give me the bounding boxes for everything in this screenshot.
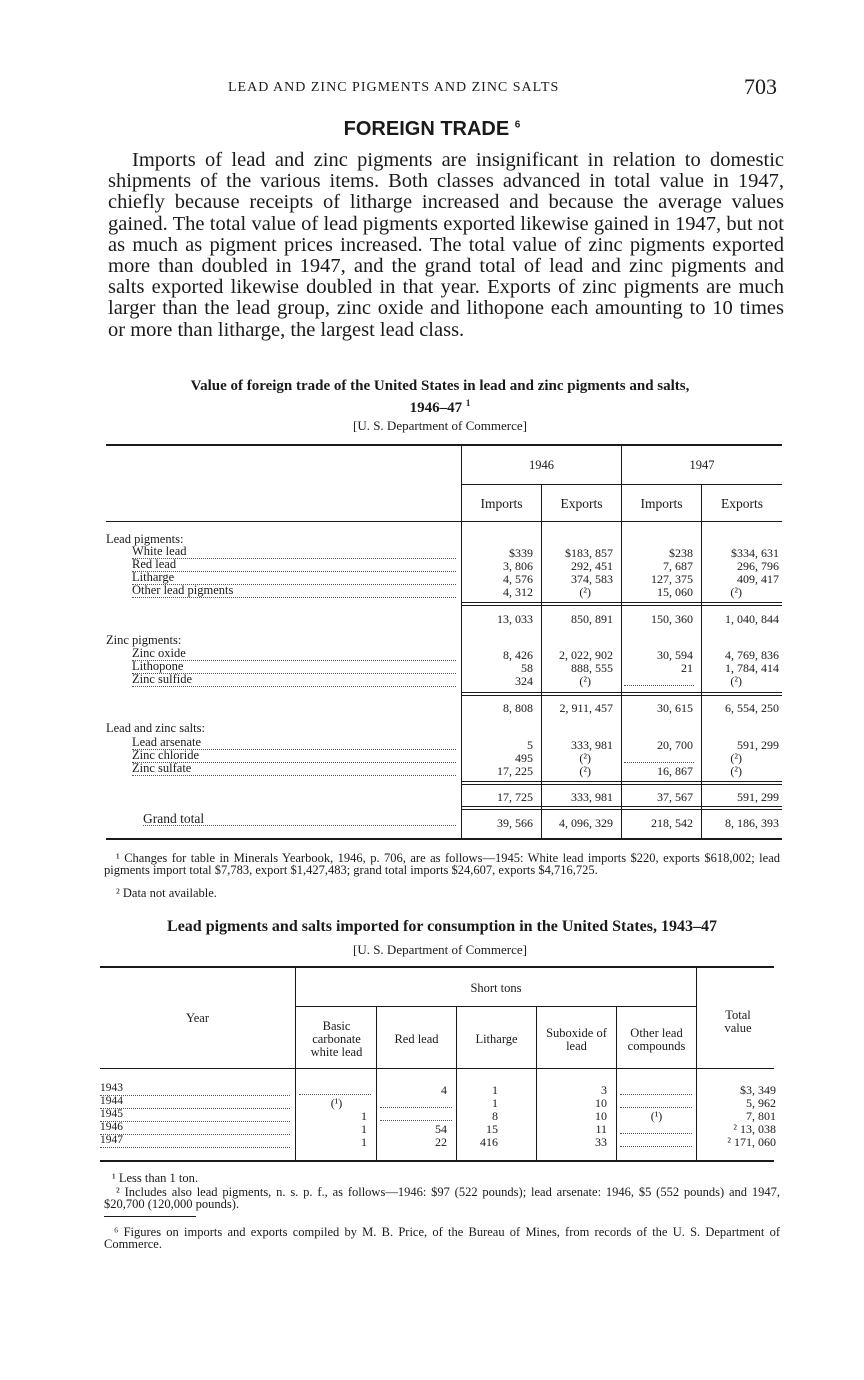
table1-cell: (²) [579,764,591,778]
table1-cell: 4, 576 [503,572,533,586]
table1-cell: 324 [515,674,533,688]
table1-col-imports-1947: Imports [640,496,683,511]
table1-cell: (²) [579,674,591,688]
table2-cell-empty [620,1083,692,1095]
table2-cell: 8 [492,1109,498,1123]
table1-subtotal-cell: 591, 299 [737,790,779,804]
table2-footnote-1: ¹ Less than 1 ton. [112,1171,199,1185]
table2-source: [U. S. Department of Commerce] [352,942,527,957]
table1-cell: 30, 594 [657,648,693,662]
table2-vline [295,968,296,1160]
table1-grand-total-cell: 218, 542 [651,816,693,830]
section-title-text: FOREIGN TRADE [343,118,510,140]
table2-cell: 15 [486,1122,498,1136]
table2-cell-empty [620,1096,692,1108]
table1-cell: 5 [527,738,533,752]
table1-col-exports-1947: Exports [721,496,763,511]
table2-year: 1944 [100,1095,290,1109]
table1-cell: 3, 806 [503,559,533,573]
table2-header-rule [100,1068,774,1069]
table1-footnote-2: ² Data not available. [116,886,217,900]
table1-footnote-1: ¹ Changes for table in Minerals Yearbook, 1946, p. 706, are as follows—1945: White lead imports $220, exports $618,002; lead pigments import total $7,783, export $1,427,483; grand total imports $24,607, exports $4,716,725. [104,851,780,877]
table1-cell: (²) [579,585,591,599]
table1-cell: (²) [730,764,742,778]
table2-cell: 4 [441,1083,447,1097]
table1-cell: $339 [509,546,533,560]
table1-cell: 17, 225 [497,764,533,778]
table2-total-cell: ² 171, 060 [727,1135,776,1149]
table2-cell: 10 [595,1109,607,1123]
table1-cell: 8, 426 [503,648,533,662]
table1-row-label: White lead [132,545,456,559]
section-title-footnote-mark: 6 [514,119,521,131]
table1-cell: 127, 375 [651,572,693,586]
table2-cell: 10 [595,1096,607,1110]
table2-cell: 54 [435,1122,447,1136]
table2-year: 1945 [100,1108,290,1122]
table1-row-label: Litharge [132,571,456,585]
table2-caption: Lead pigments and salts imported for consumption in the United States, 1943–47 [167,918,717,935]
table1-cell: 495 [515,751,533,765]
table1-subtotal-cell: 1, 040, 844 [725,612,779,626]
table2-total-header: Total value [724,1008,752,1035]
table1-cell: 7, 687 [663,559,693,573]
table2-cell: 1 [492,1083,498,1097]
table1-cell: 333, 981 [571,738,613,752]
table1-header-rule [106,521,782,522]
table1-source: [U. S. Department of Commerce] [352,418,527,433]
table2-cell-empty [380,1096,452,1108]
intro-paragraph: Imports of lead and zinc pigments are insignificant in relation to domestic shipments of the various items. Both classes advanced in total value in 1947, chiefly because receipts of litharge increased and because the average values gained. The total value of lead pigments exported likewise gained in 1947, but not as much as pigment prices increased. The total value of zinc pigments exported more than doubled in 1947, and the grand total of lead and zinc pigments and salts exported likewise doubled in that year. Exports of zinc pigments are much larger than the lead group, zinc oxide and lithopone each amounting to 10 times or more than litharge, the largest lead class. [108,149,784,341]
table2-year: 1947 [100,1134,290,1148]
table1-cell: 20, 700 [657,738,693,752]
table2-cell: 22 [435,1135,447,1149]
table1-grand-total-cell: 4, 096, 329 [559,816,613,830]
running-title: LEAD AND ZINC PIGMENTS AND ZINC SALTS [228,80,560,95]
table2-total-cell: 5, 962 [746,1096,776,1110]
table2-year: 1946 [100,1121,290,1135]
table1-subtotal-rule [462,602,782,603]
table1-year-1946: 1946 [529,458,554,472]
table2-col-header: Red lead [394,1032,439,1046]
table1-subtotal-cell: 850, 891 [571,612,613,626]
section-title [0,118,864,141]
table2-col-header: Other lead compounds [627,1026,686,1053]
table1-cell: (²) [579,751,591,765]
table1-cell: (²) [730,751,742,765]
table1-row-label: Red lead [132,558,456,572]
table1-cell: $334, 631 [731,546,779,560]
table1-bottom-rule [106,838,782,840]
table1-group-label: Lead and zinc salts: [106,721,205,735]
table1-subtotal-cell: 2, 911, 457 [559,701,613,715]
table2-cell-empty [620,1122,692,1134]
table1-group-label: Zinc pigments: [106,633,182,647]
table2-footnote-2: ² Includes also lead pigments, n. s. p. f., as follows—1946: $97 (522 pounds); lead arsenate: 1946, $5 (552 pounds) and 1947, $20,700 (120,000 pounds). [104,1185,780,1211]
table2-year-header: Year [185,1011,210,1025]
table1-cell-empty [624,674,694,686]
table1-row-label: Zinc sulfate [132,762,456,776]
table2-total-cell: 7, 801 [746,1109,776,1123]
table1-subtotal-cell: 17, 725 [497,790,533,804]
table2-cell: 1 [361,1109,367,1123]
table1-year-rule [462,484,782,485]
table1-top-rule [106,444,782,446]
table1-cell-empty [624,751,694,763]
table2-bottom-rule [100,1160,774,1162]
footnote-separator [104,1216,196,1217]
table1-cell: 21 [681,661,693,675]
table1-cell: 58 [521,661,533,675]
table1-cell: 4, 312 [503,585,533,599]
table2-cell: (¹) [330,1096,343,1110]
table1-col-imports-1946: Imports [480,496,523,511]
page-number: 703 [744,74,777,99]
table1-subtotal-rule [462,784,782,785]
table2-cell: 33 [595,1135,607,1149]
table1-subtotal-cell: 150, 360 [651,612,693,626]
table2-col-header: Basic carbonate white lead [310,1019,363,1059]
table1-subtotal-cell: 8, 808 [503,701,533,715]
page-footnote: ⁶ Figures on imports and exports compiled by M. B. Price, of the Bureau of Mines, from records of the U. S. Department of Commerce. [104,1225,780,1251]
table2-cell: 3 [601,1083,607,1097]
table2-total-cell: ² 13, 038 [733,1122,776,1136]
table2-col-header: Litharge [475,1032,518,1046]
table1-row-label: Lead arsenate [132,736,456,750]
table1-cell: (²) [730,585,742,599]
table1-subtotal-rule [462,692,782,693]
table1-year-1947: 1947 [689,458,715,472]
table1-cell: 591, 299 [737,738,779,752]
table2-cell: 416 [480,1135,498,1149]
table1-row-label: Lithopone [132,660,456,674]
table1-subtotal-cell: 37, 567 [657,790,693,804]
table1-cell: 2, 022, 902 [559,648,613,662]
table1-cell: 888, 555 [571,661,613,675]
table2-group-header: Short tons [470,981,522,995]
table1-subtotal-cell: 13, 033 [497,612,533,626]
table2-cell: 1 [361,1122,367,1136]
table1-col-exports-1946: Exports [560,496,603,511]
table1-grandtotal-rule [462,809,782,810]
table1-cell: (²) [730,674,742,688]
table1-cell: 1, 784, 414 [725,661,779,675]
table1-row-label: Zinc chloride [132,749,456,763]
table1-cell: 4, 769, 836 [725,648,779,662]
table1-grandtotal-rule [462,806,782,807]
table1-grand-total-cell: 8, 186, 393 [725,816,779,830]
table1-caption [100,378,780,417]
table2-group-rule [296,1006,696,1007]
table1-grand-total-cell: 39, 566 [497,816,533,830]
table2-top-rule [100,966,774,968]
table2-year: 1943 [100,1082,290,1096]
table2-cell-empty [380,1109,452,1121]
table1-grand-total-label: Grand total [143,812,456,826]
table2-cell: 11 [595,1122,607,1136]
table2-cell: (¹) [650,1109,663,1123]
table1-subtotal-rule [462,605,782,606]
table1-cell: 296, 796 [737,559,779,573]
table2-cell: 1 [361,1135,367,1149]
table1-subtotal-rule [462,781,782,782]
table1-subtotal-cell: 333, 981 [571,790,613,804]
table1-cell: 15, 060 [657,585,693,599]
table1-group-label: Lead pigments: [106,532,184,546]
table1-caption-line2: 1946–47 [409,400,463,416]
table1-row-label: Zinc sulfide [132,673,456,687]
table2-total-cell: $3, 349 [740,1083,776,1097]
table2-cell-empty [299,1083,371,1095]
table1-cell: 292, 451 [571,559,613,573]
table1-cell: 374, 583 [571,572,613,586]
table2-cell-empty [620,1135,692,1147]
table1-subtotal-cell: 30, 615 [657,701,693,715]
table1-subtotal-cell: 6, 554, 250 [725,701,779,715]
table1-row-label: Zinc oxide [132,647,456,661]
table1-cell: $238 [669,546,693,560]
table2-col-header: Suboxide of lead [546,1026,607,1053]
running-head [0,76,864,100]
table1-caption-line1: Value of foreign trade of the United States in lead and zinc pigments and salts, [190,378,690,394]
table1-caption-mark: 1 [465,398,471,408]
table2-cell: 1 [492,1096,498,1110]
table1-cell: $183, 857 [565,546,613,560]
table1-cell: 16, 867 [657,764,693,778]
table1-row-label: Other lead pigments [132,584,456,598]
table1-cell: 409, 417 [737,572,779,586]
table1-subtotal-rule [462,695,782,696]
